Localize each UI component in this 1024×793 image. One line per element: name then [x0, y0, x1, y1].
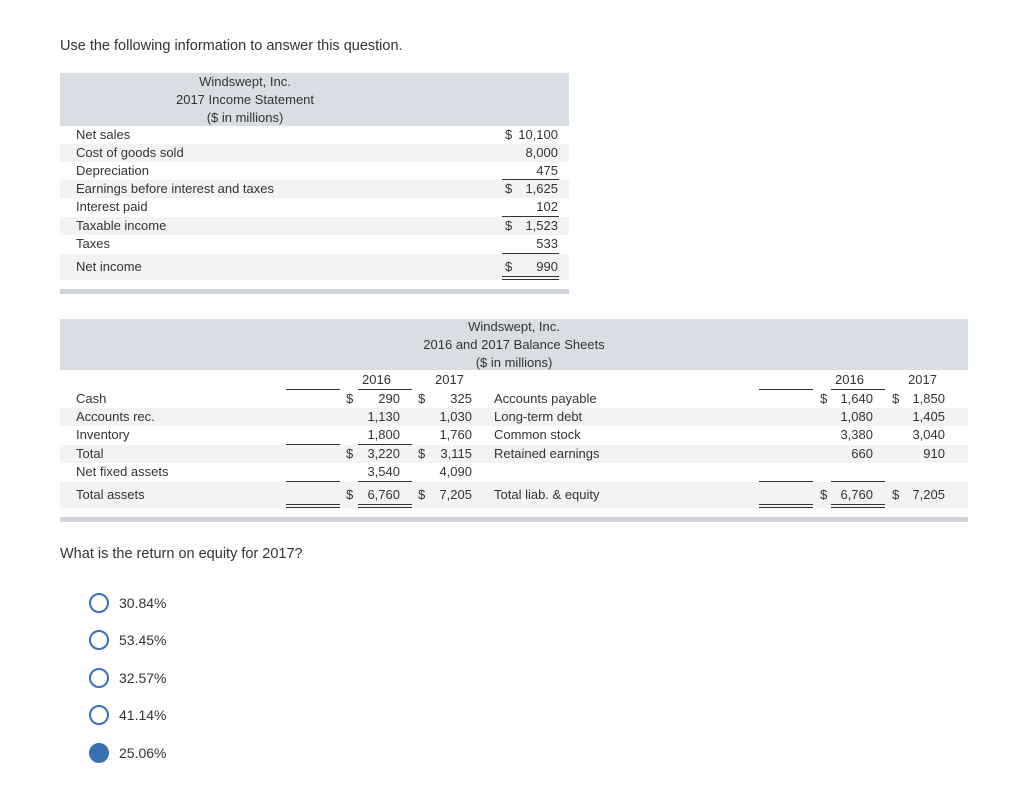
double-underline — [502, 276, 559, 280]
dollar-sign: $ — [820, 391, 828, 406]
dollar-sign: $ — [892, 391, 900, 406]
answer-option-b[interactable] — [89, 629, 166, 651]
asset-value-2016: 1,800 — [367, 427, 400, 442]
row-value: 475 — [536, 163, 558, 178]
table-bottom-bar — [60, 289, 569, 294]
asset-label: Cash — [76, 391, 107, 406]
row-value: 1,523 — [525, 218, 558, 233]
balance-sheet-header — [60, 319, 968, 370]
liability-label: Accounts payable — [494, 391, 597, 406]
asset-value-2016: 3,540 — [367, 464, 400, 479]
liability-value-2017: 1,850 — [912, 391, 945, 406]
asset-value-2017: 1,030 — [439, 409, 472, 424]
radio-button-icon[interactable] — [89, 593, 109, 613]
liability-label: Long-term debt — [494, 409, 583, 424]
dollar-sign: $ — [346, 487, 354, 502]
asset-value-2016: 6,760 — [367, 487, 400, 502]
liability-value-2016: 660 — [851, 446, 873, 461]
answer-label: 53.45% — [119, 632, 167, 648]
question-text: What is the return on equity for 2017? — [60, 546, 303, 562]
income-statement-header — [60, 73, 569, 126]
row-value: 533 — [536, 236, 558, 251]
answer-label: 32.57% — [119, 670, 167, 686]
liab-year-2016: 2016 — [835, 372, 864, 387]
table-bottom-bar — [60, 517, 968, 522]
liability-label: Total liab. & equity — [494, 487, 600, 502]
answer-option-e[interactable] — [89, 742, 166, 764]
liability-label: Retained earnings — [494, 446, 600, 461]
row-value: 102 — [536, 199, 558, 214]
balance-row — [60, 426, 968, 444]
dollar-sign: $ — [505, 127, 513, 142]
liab-year-2017: 2017 — [908, 372, 937, 387]
asset-label: Inventory — [76, 427, 130, 442]
income-row-interest — [60, 198, 569, 216]
asset-label: Total — [76, 446, 104, 461]
answer-label: 25.06% — [119, 745, 167, 761]
row-label: Net sales — [76, 127, 131, 142]
row-label: Taxes — [76, 236, 110, 251]
liability-value-2017: 3,040 — [912, 427, 945, 442]
income-statement-title: 2017 Income Statement — [175, 92, 315, 107]
income-statement-company: Windswept, Inc. — [199, 74, 291, 89]
asset-year-2016: 2016 — [362, 372, 391, 387]
liability-value-2016: 1,640 — [840, 391, 873, 406]
income-row-taxes — [60, 235, 569, 253]
dollar-sign: $ — [820, 487, 828, 502]
asset-value-2016: 290 — [378, 391, 400, 406]
income-row-cogs — [60, 144, 569, 162]
row-value: 990 — [536, 259, 558, 274]
asset-value-2016: 1,130 — [367, 409, 400, 424]
balance-year-header — [60, 371, 968, 389]
row-value: 10,100 — [518, 127, 558, 142]
dollar-sign: $ — [418, 446, 426, 461]
instructions-text: Use the following information to answer this question. — [60, 38, 403, 54]
dollar-sign: $ — [418, 391, 426, 406]
balance-sheet-title: 2016 and 2017 Balance Sheets — [423, 337, 605, 352]
income-row-ebit — [60, 180, 569, 198]
income-statement-units: ($ in millions) — [206, 110, 284, 125]
radio-button-icon[interactable] — [89, 743, 109, 763]
row-label: Interest paid — [76, 199, 148, 214]
row-label: Net income — [76, 259, 142, 274]
asset-label: Net fixed assets — [76, 464, 169, 479]
dollar-sign: $ — [505, 181, 513, 196]
liability-value-2016: 6,760 — [840, 487, 873, 502]
dollar-sign: $ — [346, 446, 354, 461]
asset-value-2017: 325 — [450, 391, 472, 406]
asset-value-2016: 3,220 — [367, 446, 400, 461]
liability-value-2016: 3,380 — [840, 427, 873, 442]
row-value: 8,000 — [525, 145, 558, 160]
asset-value-2017: 7,205 — [439, 487, 472, 502]
dollar-sign: $ — [505, 259, 513, 274]
balance-sheet-company: Windswept, Inc. — [468, 319, 560, 334]
radio-button-icon[interactable] — [89, 705, 109, 725]
row-label: Earnings before interest and taxes — [76, 181, 275, 196]
row-label: Taxable income — [76, 218, 167, 233]
answer-option-a[interactable] — [89, 592, 166, 614]
liability-value-2017: 910 — [923, 446, 945, 461]
answer-option-c[interactable] — [89, 667, 166, 689]
double-underline — [831, 504, 885, 508]
income-row-net-income — [60, 254, 569, 280]
double-underline — [358, 504, 412, 508]
dollar-sign: $ — [418, 487, 426, 502]
answer-option-d[interactable] — [89, 704, 166, 726]
liability-value-2017: 1,405 — [912, 409, 945, 424]
balance-row — [60, 463, 968, 481]
liability-value-2016: 1,080 — [840, 409, 873, 424]
balance-row — [60, 445, 968, 463]
income-row-depreciation — [60, 162, 569, 180]
row-value: 1,625 — [525, 181, 558, 196]
asset-label: Accounts rec. — [76, 409, 155, 424]
radio-button-icon[interactable] — [89, 630, 109, 650]
row-label: Depreciation — [76, 163, 149, 178]
asset-value-2017: 3,115 — [440, 446, 472, 461]
dollar-sign: $ — [892, 487, 900, 502]
asset-value-2017: 1,760 — [439, 427, 472, 442]
row-label: Cost of goods sold — [76, 145, 184, 160]
double-underline — [759, 504, 813, 508]
radio-button-icon[interactable] — [89, 668, 109, 688]
liability-value-2017: 7,205 — [912, 487, 945, 502]
balance-row — [60, 408, 968, 426]
balance-row — [60, 390, 968, 408]
double-underline — [286, 504, 340, 508]
liability-label: Common stock — [494, 427, 581, 442]
asset-value-2017: 4,090 — [439, 464, 472, 479]
income-row-net-sales — [60, 126, 569, 144]
asset-year-2017: 2017 — [435, 372, 464, 387]
answer-label: 41.14% — [119, 707, 167, 723]
dollar-sign: $ — [346, 391, 354, 406]
dollar-sign: $ — [505, 218, 513, 233]
answer-label: 30.84% — [119, 595, 167, 611]
asset-label: Total assets — [76, 487, 145, 502]
income-row-taxable — [60, 217, 569, 235]
balance-sheet-units: ($ in millions) — [475, 355, 553, 370]
